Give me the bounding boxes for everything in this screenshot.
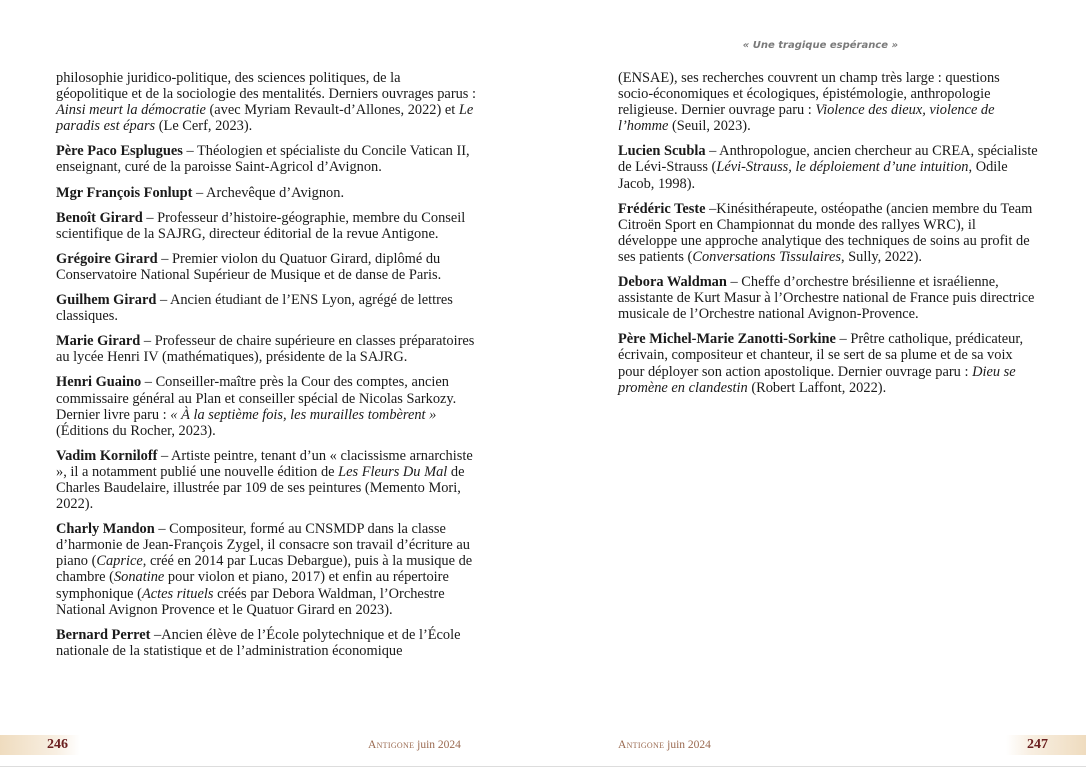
journal-name: Antigone [368, 739, 415, 751]
contributor-entry [56, 251, 476, 283]
entry-text: de Charles Baudelaire, illustrée par 109 de ses peintures (Memento Mori, 2022). [56, 463, 465, 513]
journal-footer [618, 739, 711, 751]
contributor-entry [56, 292, 476, 324]
journal-footer [368, 739, 461, 751]
work-title: Caprice [96, 553, 143, 570]
work-title: Les Fleurs Du Mal [338, 463, 448, 480]
contributor-name: Lucien Scubla [618, 143, 706, 160]
work-title: Lévi-Strauss, le déploiement d’une intuition [716, 159, 969, 176]
contributor-entry [618, 143, 1038, 191]
entry-text: – Ancien étudiant de l’ENS Lyon, agrégé de lettres classiques. [56, 292, 453, 325]
work-title: Conversations Tissulaires [692, 248, 841, 265]
journal-issue: juin 2024 [417, 739, 461, 751]
entry-text: – Théologien et spécialiste du Concile Vatican II, enseignant, curé de la paroisse Saint-Agricol d’Avignon. [56, 143, 470, 176]
contributor-name: Debora Waldman [618, 274, 727, 291]
contributor-name: Frédéric Teste [618, 200, 706, 217]
contributor-name: Marie Girard [56, 333, 141, 350]
contributor-name: Bernard Perret [56, 626, 151, 643]
contributor-name: Charly Mandon [56, 521, 155, 538]
entry-text: philosophie juridico-politique, des sciences politiques, de la géopolitique et de la sociologie des mentalités. Derniers ouvrages parus : [56, 70, 477, 103]
entry-text: , Sully, 2022). [840, 248, 922, 265]
entry-text: –Ancien élève de l’École polytechnique et de l’École nationale de la statistique et de l’administration économique [56, 626, 461, 659]
contributor-name: Benoît Girard [56, 209, 143, 226]
contributor-entry [56, 521, 476, 618]
entry-text: (Éditions du Rocher, 2023). [56, 422, 216, 439]
contributor-entry [56, 143, 476, 175]
right-page [543, 0, 1086, 769]
entry-text: – Prêtre catholique, prédicateur, écrivain, compositeur et chanteur, il se sert de sa plume et de sa voix pour déployer son action apostolique. Dernier ouvrage paru : [618, 331, 1024, 380]
work-title: Dieu se promène en clandestin [618, 363, 1016, 396]
right-footer [543, 735, 1086, 755]
bottom-divider [0, 766, 1086, 767]
contributor-entry [618, 274, 1038, 322]
contributor-entry [56, 448, 476, 512]
contributor-entry [56, 333, 476, 365]
entry-text: – Artiste peintre, tenant d’un « clacissisme arnarchiste », il a notamment publié une nouvelle édition de [56, 447, 473, 480]
contributor-name: Guilhem Girard [56, 292, 157, 309]
contributor-name: Henri Guaino [56, 374, 142, 391]
entry-text: (Le Cerf, 2023). [155, 118, 253, 135]
work-title: Actes rituels [141, 585, 214, 602]
contributor-name: Père Michel-Marie Zanotti-Sorkine [618, 331, 836, 348]
work-title: Le paradis est épars [56, 102, 474, 135]
entry-text: – Cheffe d’orchestre brésilienne et israélienne, assistante de Kurt Masur à l’Orchestre national de France puis directrice musicale de l’Orchestre national Avignon-Provence. [618, 274, 1035, 323]
contributor-entry [56, 210, 476, 242]
entry-text: (Robert Laffont, 2022). [747, 379, 887, 396]
contributor-name: Père Paco Esplugues [56, 143, 183, 160]
entry-text: (ENSAE), ses recherches couvrent un champ très large : questions socio-économiques et écologiques, épistémologie, anthropologie religieuse. Dernier ouvrage paru : [618, 70, 1000, 119]
contributor-name: Grégoire Girard [56, 250, 158, 267]
work-title: Ainsi meurt la démocratie [56, 102, 206, 119]
work-title: Violence des dieux, violence de l’homme [618, 102, 995, 135]
footer-tab [0, 735, 80, 755]
entry-text: – Archevêque d’Avignon. [192, 184, 345, 201]
entry-text: (Seuil, 2023). [668, 118, 751, 135]
work-title: Sonatine [113, 569, 165, 586]
entry-text: – Professeur de chaire supérieure en classes préparatoires au lycée Henri IV (mathématiques), présidente de la SAJRG. [56, 333, 475, 366]
continued-entry [56, 70, 476, 134]
entry-text: , créé en 2014 par Lucas Debargue), puis à la musique de chambre ( [56, 553, 473, 586]
entry-text: – Professeur d’histoire-géographie, membre du Conseil scientifique de la SAJRG, directeur éditorial de la revue Antigone. [56, 209, 466, 242]
contributor-entry [618, 331, 1038, 395]
running-head: « Une tragique espérance » [742, 40, 898, 51]
page-number: 246 [47, 737, 68, 752]
contributor-name: Vadim Korniloff [56, 447, 158, 464]
entry-text: – Anthropologue, ancien chercheur au CREA, spécialiste de Lévi-Strauss ( [618, 143, 1038, 176]
continued-entry [618, 70, 1038, 134]
contributor-entry [56, 374, 476, 438]
right-column [618, 70, 1038, 405]
contributor-entry [56, 627, 476, 659]
contributor-entry [618, 201, 1038, 265]
entry-text: créés par Debora Waldman, l’Orchestre National Avignon Provence et le Quatuor Girard en 2023). [56, 585, 445, 618]
entry-text: –Kinésithérapeute, ostéopathe (ancien membre du Team Citroën Sport en Championnat du monde des rallyes WRC), il développe une approche analytique des techniques de soins au profit de ses patients ( [618, 200, 1033, 265]
entry-text: pour violon et piano, 2017) et enfin au répertoire symphonique ( [56, 569, 449, 602]
work-title: « À la septième fois, les murailles tombèrent » [170, 406, 437, 423]
left-column [56, 70, 476, 668]
entry-text: – Premier violon du Quatuor Girard, diplômé du Conservatoire National Supérieur de Musique et de danse de Paris. [56, 250, 442, 283]
journal-name: Antigone [618, 739, 665, 751]
contributor-name: Mgr François Fonlupt [56, 184, 193, 201]
entry-text: – Compositeur, formé au CNSMDP dans la classe d’harmonie de Jean-François Zygel, il consacre son travail d’écriture au piano ( [56, 521, 470, 570]
entry-text: (avec Myriam Revault-d’Allones, 2022) et [205, 102, 459, 119]
contributor-entry [56, 185, 476, 201]
left-footer [0, 735, 543, 755]
journal-issue: juin 2024 [667, 739, 711, 751]
entry-text: , Odile Jacob, 1998). [618, 159, 1008, 192]
page-number: 247 [1027, 737, 1048, 752]
entry-text: – Conseiller-maître près la Cour des comptes, ancien commissaire général au Plan et conseiller spécial de Nicolas Sarkozy. Dernier livre paru : [56, 374, 457, 423]
